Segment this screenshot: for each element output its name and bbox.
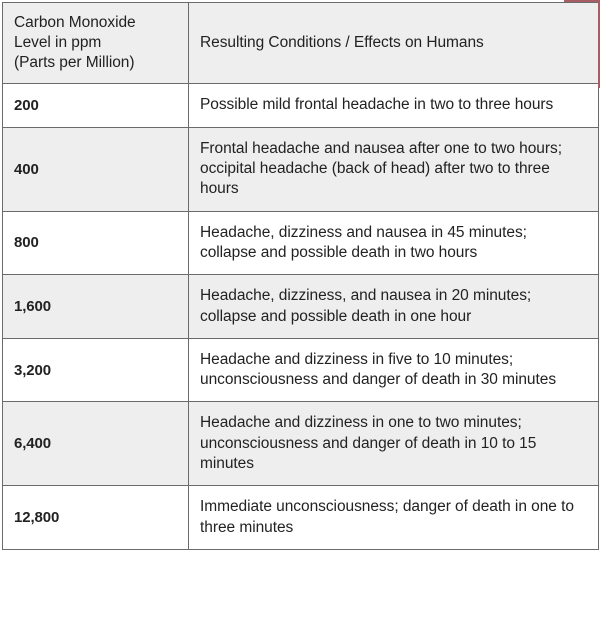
cell-co-level: 800: [3, 211, 189, 275]
cell-effect: Frontal headache and nausea after one to two hours; occipital headache (back of head) after two to three hours: [189, 127, 599, 211]
table-row: [3, 338, 599, 402]
carbon-monoxide-levels-table: [2, 2, 599, 550]
cell-effect: Headache, dizziness, and nausea in 20 minutes; collapse and possible death in one hour: [189, 275, 599, 339]
cell-co-level: 12,800: [3, 486, 189, 550]
cell-effect: Immediate unconsciousness; danger of death in one to three minutes: [189, 486, 599, 550]
cell-effect: Headache, dizziness and nausea in 45 minutes; collapse and possible death in two hours: [189, 211, 599, 275]
column-header-co-level: [3, 3, 189, 84]
table-row: [3, 486, 599, 550]
column-header-effects: Resulting Conditions / Effects on Humans: [189, 3, 599, 84]
column-header-co-level-line2: Level in ppm: [14, 34, 102, 52]
cell-co-level: 1,600: [3, 275, 189, 339]
cell-co-level: 6,400: [3, 402, 189, 486]
column-header-co-level-line1: Carbon Monoxide: [14, 14, 136, 31]
table-header-row: [3, 3, 599, 84]
cell-effect: Headache and dizziness in one to two minutes; unconsciousness and danger of death in 10 to 15 minutes: [189, 402, 599, 486]
table-row: [3, 211, 599, 275]
cell-co-level: 400: [3, 127, 189, 211]
cell-co-level: 200: [3, 84, 189, 127]
table-row: [3, 402, 599, 486]
table-row: [3, 84, 599, 127]
cell-co-level: 3,200: [3, 338, 189, 402]
table-row: [3, 275, 599, 339]
table-row: [3, 127, 599, 211]
cell-effect: Headache and dizziness in five to 10 minutes; unconsciousness and danger of death in 30 minutes: [189, 338, 599, 402]
cell-effect: Possible mild frontal headache in two to three hours: [189, 84, 599, 127]
column-header-co-level-line3: (Parts per Million): [14, 54, 135, 72]
